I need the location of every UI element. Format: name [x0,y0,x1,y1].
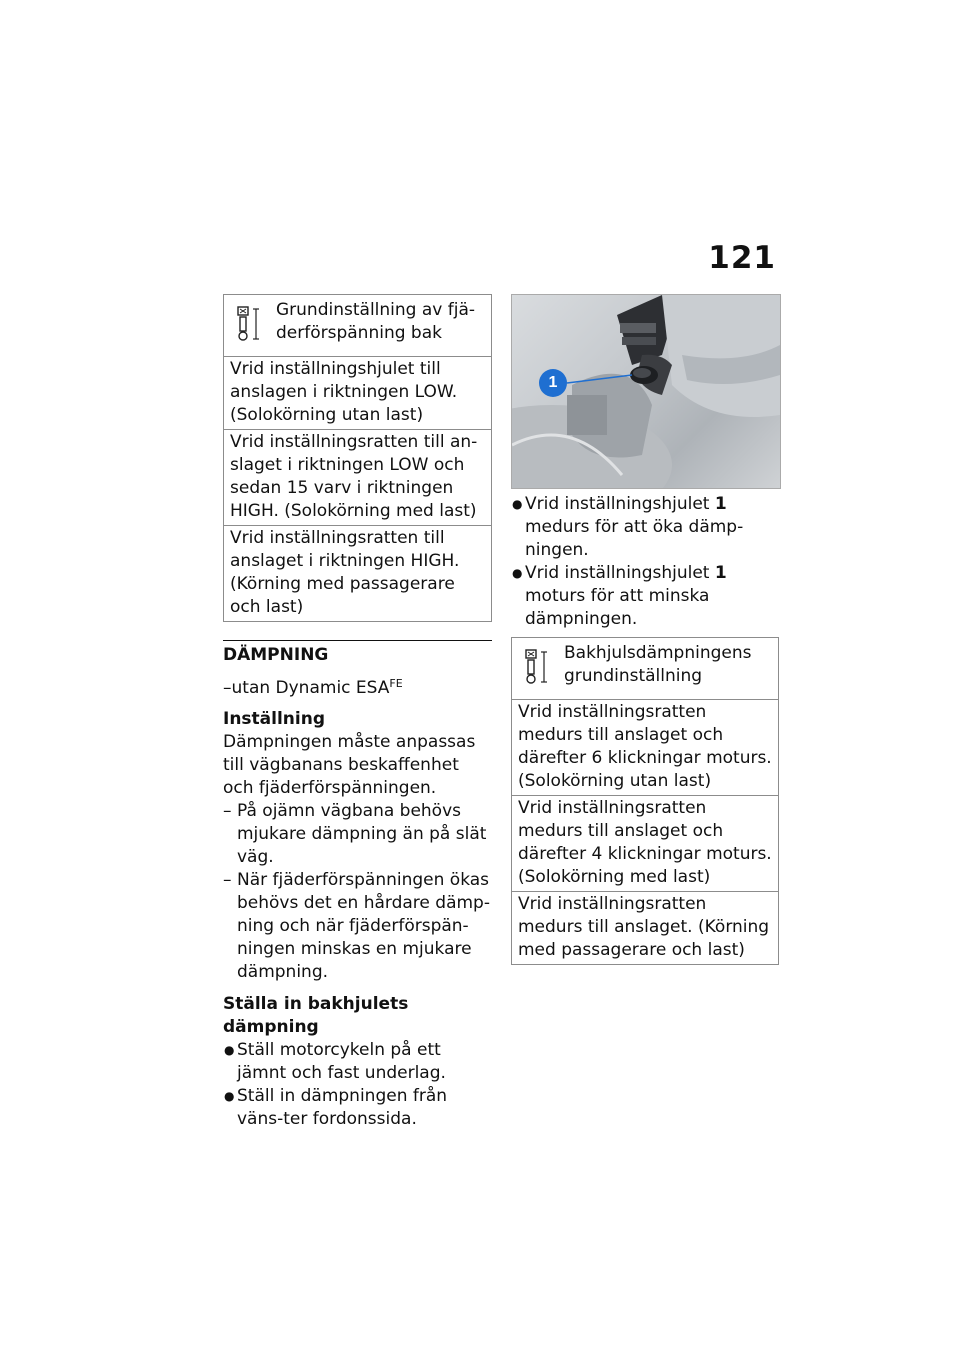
preload-spec-box [223,294,492,622]
damping-box-header [512,638,778,700]
left-column [223,294,492,1131]
bullet-item: ● Vrid inställningshjulet 1 moturs för att minska dämpningen. [512,563,727,629]
variant-text: –utan Dynamic ESA [223,678,390,698]
suspension-tool-icon [232,299,272,350]
bullet-item: ● Ställ in dämpningen från väns-ter fordonssida. [224,1086,448,1129]
damping-adjuster-photo [511,294,781,489]
dash-list [223,800,492,984]
dash-item: – När fjäderförspänningen ökas behövs det en hårdare dämp-ning och när fjäderförspän-ningen minskas en mjukare dämpning. [223,870,490,982]
variant-note [223,672,492,700]
preload-box-header [224,295,491,357]
damping-row-solo: Vrid inställningsratten medurs till anslaget och därefter 6 klickningar moturs. (Solokörning utan last) [512,700,778,796]
dash-item: – På ojämn vägbana behövs mjukare dämpning än på slät väg. [223,801,487,867]
variant-sup: FE [389,677,403,690]
damping-row-passenger: Vrid inställningsratten medurs till anslaget. (Körning med passagerare och last) [518,894,770,960]
damping-box-title: Bakhjulsdämpningens grundinställning [564,643,752,686]
preload-row-solo: Vrid inställningshjulet till anslagen i riktningen LOW. (Solokörning utan last) [224,357,491,430]
suspension-tool-icon [520,642,560,693]
adjuster-bullet-list [511,493,779,631]
callout-label-1: 1 [539,369,567,397]
preload-row-passenger: Vrid inställningsratten till anslaget i riktningen HIGH. (Körning med passagerare och last) [230,528,460,617]
section-title: DÄMPNING [223,640,492,666]
bullet-item: ● Ställ motorcykeln på ett jämnt och fast underlag. [224,1040,446,1083]
setting-heading: Inställning [223,709,325,729]
preload-row-solo-load: Vrid inställningsratten till an-slaget i riktningen LOW och sedan 15 varv i riktningen HIGH. (Solokörning med last) [224,430,491,526]
preload-box-title: Grundinställning av fjä-derförspänning bak [276,300,475,343]
page-number: 121 [708,240,776,276]
rear-damping-heading: Ställa in bakhjulets dämpning [223,994,409,1037]
damping-spec-box [511,637,779,965]
damping-row-solo-load: Vrid inställningsratten medurs till anslaget och därefter 4 klickningar moturs. (Solokörning med last) [512,796,778,892]
right-column [511,294,779,965]
bullet-item: ● Vrid inställningshjulet 1 medurs för att öka dämp-ningen. [512,494,744,560]
rear-bullet-list [223,1039,492,1131]
setting-text: Dämpningen måste anpassas till vägbanans beskaffenhet och fjäderförspänningen. [223,732,476,798]
